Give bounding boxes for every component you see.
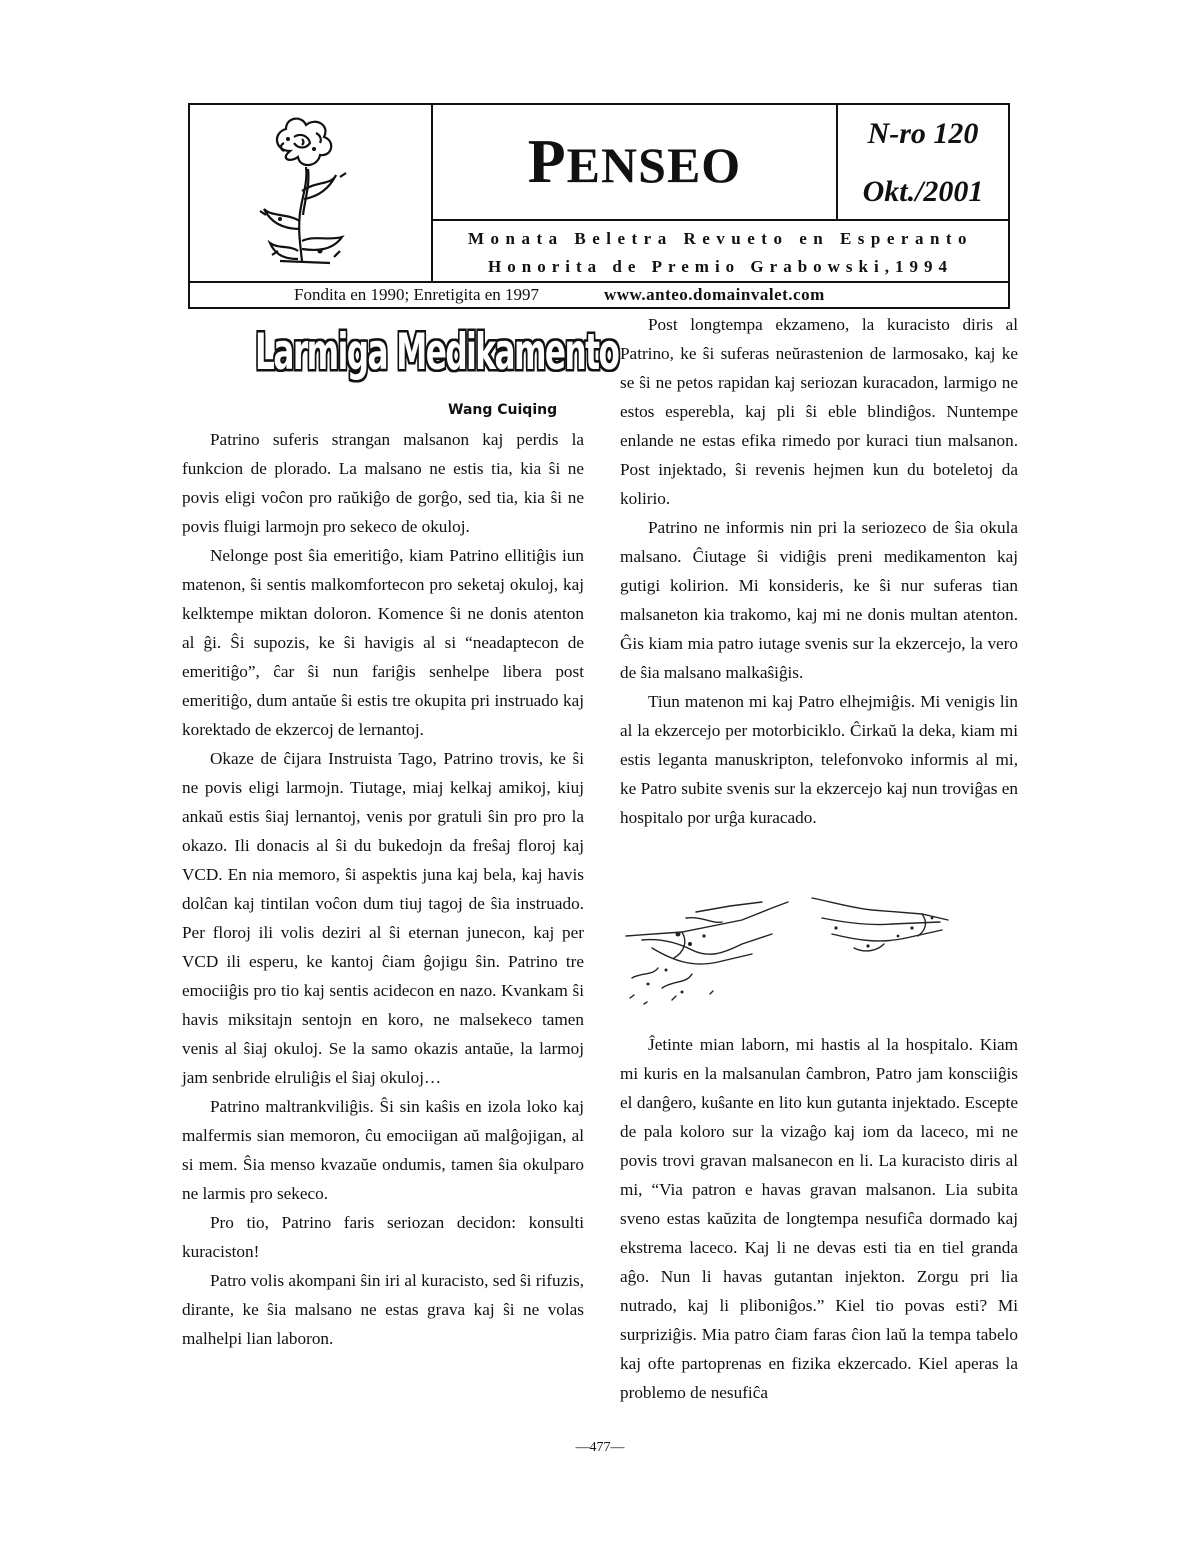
paragraph: Pro tio, Patrino faris seriozan decidon: konsulti kuraciston! [182,1213,584,1261]
subtitle-cell [433,221,1008,281]
right-column-top [620,310,1018,832]
masthead-footer [190,281,1008,307]
paragraph: Ĵetinte mian laborn, mi hastis al la hospitalo. Kiam mi kuris en la malsanulan ĉambron, Patro jam konsciiĝis el danĝero, kuŝante en lito kun gutanta injektado. Escepte de pala koloro sur la vizaĝo kaj iom da laceco, mi ne povis trovi gravan malsanecon en li. La kuracisto diris al mi, “Via patron e havas gravan malsanon. Lia subita sveno estas kaŭzita de longtempa nesufiĉa dormado kaj ekstrema laceco. Kaj li ne devas esti tia en tiel granda aĝo. Nun li havas gutantan injekton. Zorgu pri lia nutrado, kaj li pliboniĝos.” Kiel tio povas esti? Mi surpriziĝis. Mia patro ĉiam faras ĉion laŭ la tempa tabelo kaj ofte partoprenas en fizika ekzercado. Kiel aperas la problemo de nesufiĉa [620,1035,1018,1402]
subtitle-line-1: Monata Beletra Revueto en Esperanto [467,229,974,248]
page-number: —477— [575,1440,625,1455]
logo-cell [190,105,433,281]
left-column [182,425,584,1353]
magazine-title: PENSEO [527,128,742,196]
article-title: Larmiga Medikamento [255,324,619,382]
founded-text: Fondita en 1990; Enretigita en 1997 [294,285,540,304]
flower-icon [250,111,360,273]
paragraph: Patrino maltrankviliĝis. Ŝi sin kaŝis en izola loko kaj malfermis sian memoron, ĉu emociigan aŭ malĝojigan, al si mem. Ŝia menso kvazaŭe ondumis, tamen ŝia okulparo ne larmis pro sekeco. [182,1097,584,1203]
paragraph: Patrino suferis strangan malsanon kaj perdis la funkcion de plorado. La malsano ne estis tia, kia ŝi ne povis eligi voĉon pro raŭkiĝo de gorĝo, sed tia, kia ŝi ne povis fluigi larmojn pro sekeco de okuloj. [182,430,584,536]
paragraph: Post longtempa ekzameno, la kuracisto diris al Patrino, ke ŝi suferas neŭrastenion de larmosako, kaj ke se ŝi ne petos rapidan kaj seriozan kuracadon, larmigo ne estos esperebla, kaj pli ŝi eble blindiĝos. Nuntempe enlande ne estas efika rimedo por kuraci tiun malsanon. Post injektado, ŝi revenis hejmen kun du boteletoj da kolirio. [620,315,1018,508]
paragraph: Patro volis akompani ŝin iri al kuracisto, sed ŝi rifuzis, dirante, ke ŝia malsano ne estas grava kaj ŝi ne volas malhelpi lian laboron. [182,1271,584,1348]
paragraph: Okaze de ĉijara Instruista Tago, Patrino trovis, ke ŝi ne povis eligi larmojn. Tiutage, miaj kelkaj amikoj, kiuj ankaŭ estis ŝiaj lernantoj, venis por gratuli ŝin pro pro la okazo. Ili donacis al ŝi du bukedojn da freŝaj floroj kaj VCD. En nia memoro, ŝi aspektis juna kaj bela, kaj havis dolĉan kaj tintilan voĉon dum tiuj tagoj de ŝia instruado. Per floroj ili volis deziri al ŝi eternan junecon, kaj per VCD ili esperu, ke kantoj ĉiam ĝojigu ŝin. Patrino tre emociiĝis pro tio kaj sentis acidecon en nazo. Kvankam ŝi havis miksitajn sentojn en koro, ne malsekeco tamen venis al ŝiaj okuloj. Se la samo okazis antaŭe, la larmoj jam senbride elruliĝis el ŝiaj okuloj… [182,749,584,1087]
subtitle-line-2: Honorita de Premio Grabowski,1994 [488,257,953,276]
title-cell [433,105,838,221]
issue-cell [838,105,1008,221]
paragraph: Nelonge post ŝia emeritiĝo, kiam Patrino ellitiĝis iun matenon, ŝi sentis malkomfortecon pro seketaj okuloj, kaj kelktempe miktan doloron. Komence ŝi ne donis atenton al ĝi. Ŝi supozis, ke ŝi havigis al si “neadaptecon de emeritiĝo”, ĉar ŝi nun fariĝis senhelpe libera post emeritiĝo, dum antaŭe ŝi estis tre okupita pri instruado kaj korektado de ekzercoj de lernantoj. [182,546,584,739]
paragraph: Patrino ne informis nin pri la seriozeco de ŝia okula malsano. Ĉiutage ŝi vidiĝis preni medikamenton kaj gutigi kolirion. Mi konsideris, ke ŝi nur suferas tian malsaneton kia trakomo, kaj mi ne donis multan atenton. Ĝis kiam mia patro iutage svenis sur la ekzercejo, la vero de ŝia malsano malkaŝiĝis. [620,518,1018,682]
hands-sketch-icon [622,888,962,1013]
paragraph: Tiun matenon mi kaj Patro elhejmiĝis. Mi venigis lin al la ekzercejo per motorbiciklo. Ĉirkaŭ la deka, kiam mi estis leganta manuskripton, telefonvoko informis al mi, ke Patro subite svenis sur la ekzercejo kaj nun troviĝas en hospitalo por urĝa kuracado. [620,692,1018,827]
website-link[interactable]: www.anteo.domainvalet.com [604,285,825,304]
masthead [188,103,1010,309]
issue-number: N-ro 120 [867,117,979,150]
right-column-bottom [620,1030,1018,1407]
issue-date: Okt./2001 [862,175,984,208]
article-author: Wang Cuiqing [448,402,558,418]
